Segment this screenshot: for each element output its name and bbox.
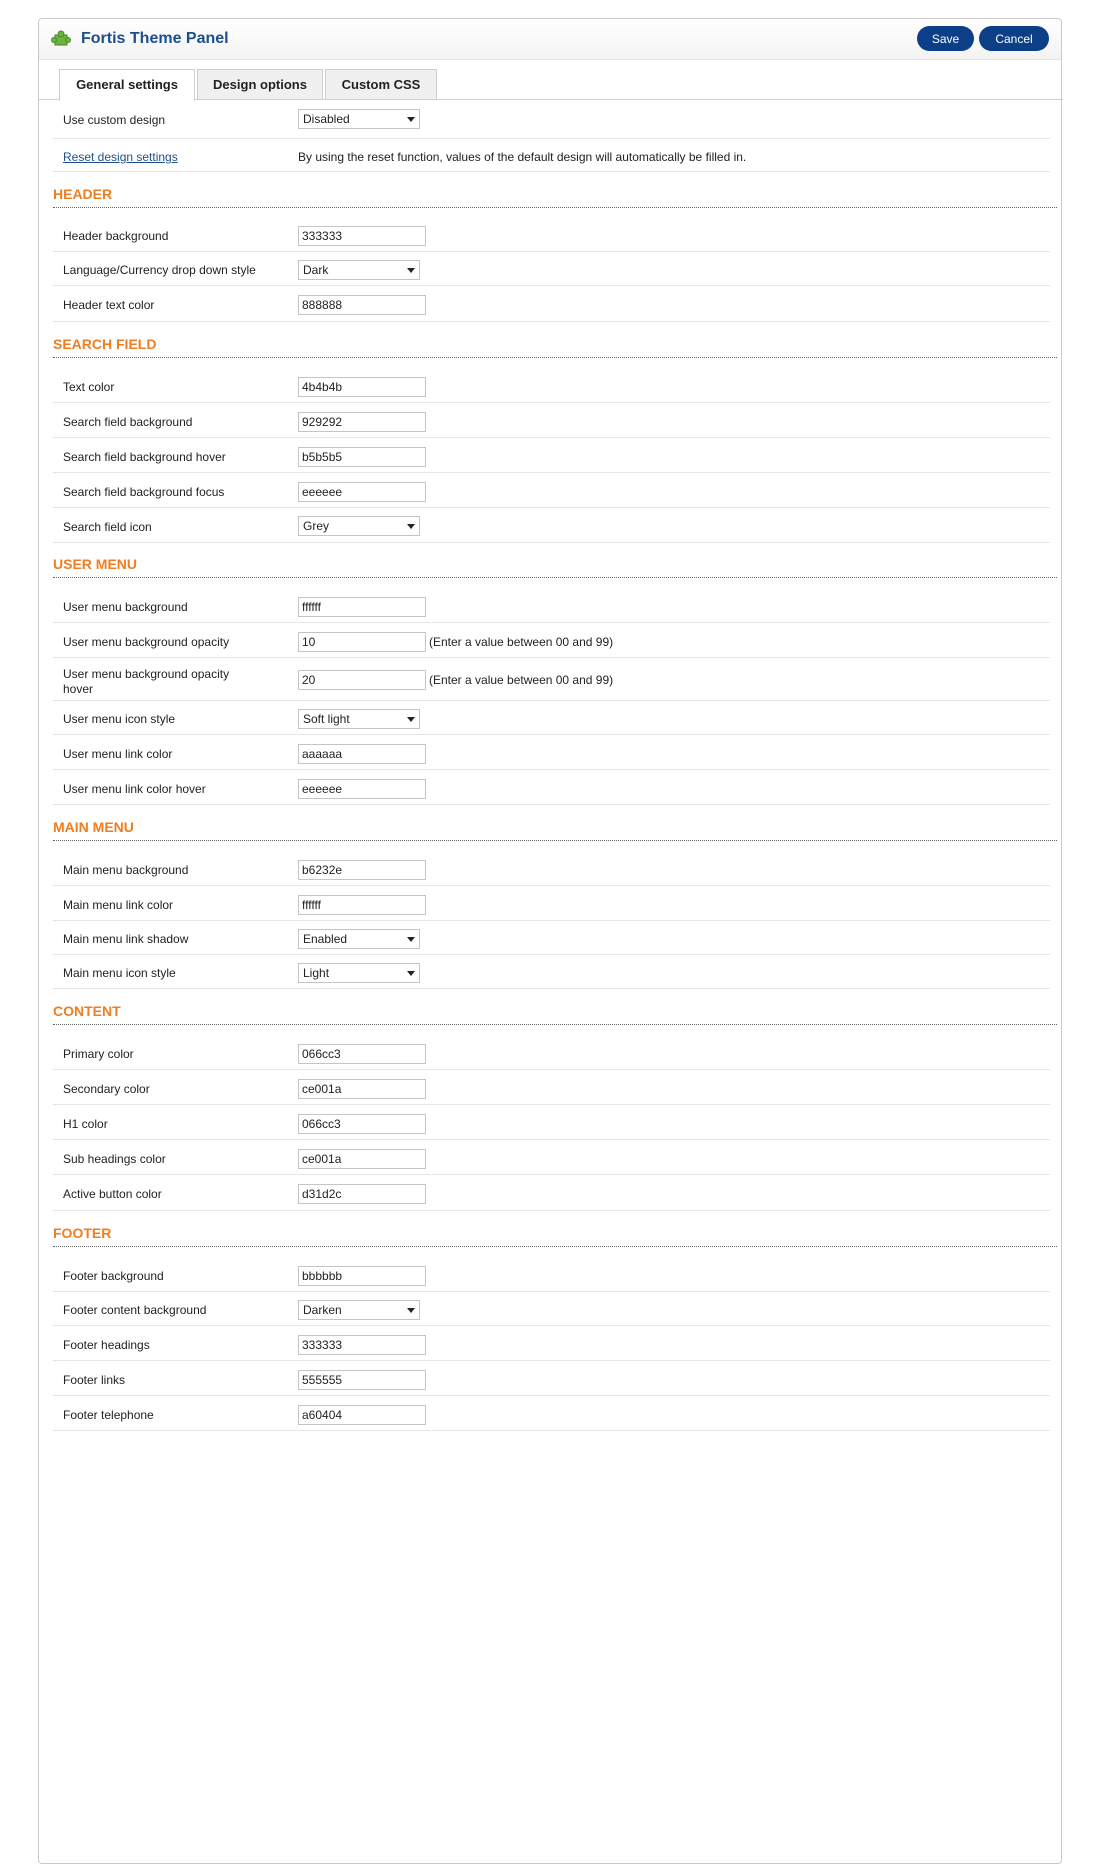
footer-content-background-label: Footer content background <box>63 1303 207 1317</box>
sub-headings-color-input[interactable] <box>298 1149 426 1169</box>
theme-panel <box>38 18 1062 1864</box>
row-header-text-color <box>53 286 1050 322</box>
chevron-down-icon <box>407 937 415 942</box>
section-header-title: HEADER <box>53 186 1057 208</box>
user-menu-link-color-label: User menu link color <box>63 747 173 761</box>
footer-background-label: Footer background <box>63 1269 164 1283</box>
user-menu-icon-style-label: User menu icon style <box>63 712 176 726</box>
reset-design-link[interactable]: Reset design settings <box>63 150 178 164</box>
main-menu-link-color-label: Main menu link color <box>63 898 174 912</box>
search-background-hover-label: Search field background hover <box>63 450 226 464</box>
main-menu-background-label: Main menu background <box>63 863 189 877</box>
row-lang-currency-style <box>53 252 1050 286</box>
reset-design-description: By using the reset function, values of the default design will automatically be filled in. <box>298 150 747 164</box>
active-button-color-input[interactable] <box>298 1184 426 1204</box>
section-user-menu-title: USER MENU <box>53 556 1057 578</box>
row-search-icon <box>53 508 1050 543</box>
user-menu-link-color-input[interactable] <box>298 744 426 764</box>
active-button-color-label: Active button color <box>63 1187 162 1201</box>
tab-design-options[interactable]: Design options <box>197 69 323 99</box>
section-search-title: SEARCH FIELD <box>53 336 1057 358</box>
secondary-color-input[interactable] <box>298 1079 426 1099</box>
row-user-menu-link-color-hover <box>53 770 1050 805</box>
puzzle-piece-icon <box>51 30 71 48</box>
row-search-background-focus <box>53 473 1050 508</box>
row-secondary-color <box>53 1070 1050 1105</box>
header-text-color-input[interactable] <box>298 295 426 315</box>
search-background-input[interactable] <box>298 412 426 432</box>
row-user-menu-opacity-hover <box>53 658 1050 701</box>
section-content-title: CONTENT <box>53 1003 1057 1025</box>
row-search-background <box>53 403 1050 438</box>
use-custom-design-select[interactable]: Disabled <box>298 109 420 129</box>
user-menu-link-color-hover-input[interactable] <box>298 779 426 799</box>
footer-telephone-label: Footer telephone <box>63 1408 154 1422</box>
main-menu-background-input[interactable] <box>298 860 426 880</box>
main-menu-icon-style-label: Main menu icon style <box>63 966 176 980</box>
search-icon-label: Search field icon <box>63 520 152 534</box>
primary-color-input[interactable] <box>298 1044 426 1064</box>
chevron-down-icon <box>407 524 415 529</box>
row-search-background-hover <box>53 438 1050 473</box>
user-menu-opacity-hover-input[interactable] <box>298 670 426 690</box>
header-text-color-label: Header text color <box>63 298 155 312</box>
row-header-background <box>53 218 1050 252</box>
search-background-focus-label: Search field background focus <box>63 485 225 499</box>
search-background-hover-input[interactable] <box>298 447 426 467</box>
user-menu-background-input[interactable] <box>298 597 426 617</box>
row-main-menu-background <box>53 851 1050 886</box>
row-user-menu-background <box>53 588 1050 623</box>
section-footer-title: FOOTER <box>53 1225 1057 1247</box>
tab-bar <box>39 67 1063 100</box>
cancel-button[interactable]: Cancel <box>979 26 1049 51</box>
search-text-color-label: Text color <box>63 380 115 394</box>
footer-telephone-input[interactable] <box>298 1405 426 1425</box>
footer-background-input[interactable] <box>298 1266 426 1286</box>
row-footer-telephone <box>53 1396 1050 1431</box>
search-icon-select[interactable]: Grey <box>298 516 420 536</box>
main-menu-icon-style-select[interactable]: Light <box>298 963 420 983</box>
h1-color-label: H1 color <box>63 1117 108 1131</box>
sub-headings-color-label: Sub headings color <box>63 1152 166 1166</box>
row-primary-color <box>53 1035 1050 1070</box>
user-menu-link-color-hover-label: User menu link color hover <box>63 782 206 796</box>
user-menu-background-label: User menu background <box>63 600 188 614</box>
h1-color-input[interactable] <box>298 1114 426 1134</box>
search-background-focus-input[interactable] <box>298 482 426 502</box>
user-menu-opacity-label: User menu background opacity <box>63 635 230 649</box>
search-text-color-input[interactable] <box>298 377 426 397</box>
row-footer-links <box>53 1361 1050 1396</box>
lang-currency-style-select[interactable]: Dark <box>298 260 420 280</box>
row-footer-background <box>53 1257 1050 1292</box>
search-background-label: Search field background <box>63 415 193 429</box>
row-active-button-color <box>53 1175 1050 1211</box>
row-main-menu-link-color <box>53 886 1050 921</box>
row-footer-content-background <box>53 1292 1050 1326</box>
row-search-text-color <box>53 368 1050 403</box>
panel-title: Fortis Theme Panel <box>81 30 229 47</box>
tab-custom-css[interactable]: Custom CSS <box>325 69 437 99</box>
chevron-down-icon <box>407 1308 415 1313</box>
section-main-menu-title: MAIN MENU <box>53 819 1057 841</box>
use-custom-design-label: Use custom design <box>63 113 166 127</box>
row-sub-headings-color <box>53 1140 1050 1175</box>
footer-headings-input[interactable] <box>298 1335 426 1355</box>
secondary-color-label: Secondary color <box>63 1082 150 1096</box>
header-background-label: Header background <box>63 229 169 243</box>
footer-links-input[interactable] <box>298 1370 426 1390</box>
lang-currency-style-label: Language/Currency drop down style <box>63 263 256 277</box>
main-menu-link-shadow-label: Main menu link shadow <box>63 932 189 946</box>
user-menu-opacity-hover-note: (Enter a value between 00 and 99) <box>429 673 614 687</box>
header-background-input[interactable] <box>298 226 426 246</box>
row-footer-headings <box>53 1326 1050 1361</box>
user-menu-opacity-note: (Enter a value between 00 and 99) <box>429 635 614 649</box>
user-menu-opacity-hover-label: User menu background opacity hover <box>63 667 230 696</box>
user-menu-opacity-input[interactable] <box>298 632 426 652</box>
tab-general-settings[interactable]: General settings <box>59 69 195 101</box>
primary-color-label: Primary color <box>63 1047 134 1061</box>
row-user-menu-opacity <box>53 623 1050 658</box>
chevron-down-icon <box>407 268 415 273</box>
chevron-down-icon <box>407 117 415 122</box>
footer-content-background-select[interactable]: Darken <box>298 1300 420 1320</box>
save-button[interactable]: Save <box>917 26 974 51</box>
row-main-menu-link-shadow <box>53 921 1050 955</box>
row-reset-design <box>53 139 1050 172</box>
row-h1-color <box>53 1105 1050 1140</box>
panel-titlebar <box>39 19 1061 60</box>
main-menu-link-shadow-select[interactable]: Enabled <box>298 929 420 949</box>
row-user-menu-icon-style <box>53 701 1050 735</box>
main-menu-link-color-input[interactable] <box>298 895 426 915</box>
chevron-down-icon <box>407 717 415 722</box>
chevron-down-icon <box>407 971 415 976</box>
row-user-menu-link-color <box>53 735 1050 770</box>
footer-links-label: Footer links <box>63 1373 126 1387</box>
row-main-menu-icon-style <box>53 955 1050 989</box>
footer-headings-label: Footer headings <box>63 1338 150 1352</box>
user-menu-icon-style-select[interactable]: Soft light <box>298 709 420 729</box>
row-use-custom-design <box>53 99 1050 139</box>
